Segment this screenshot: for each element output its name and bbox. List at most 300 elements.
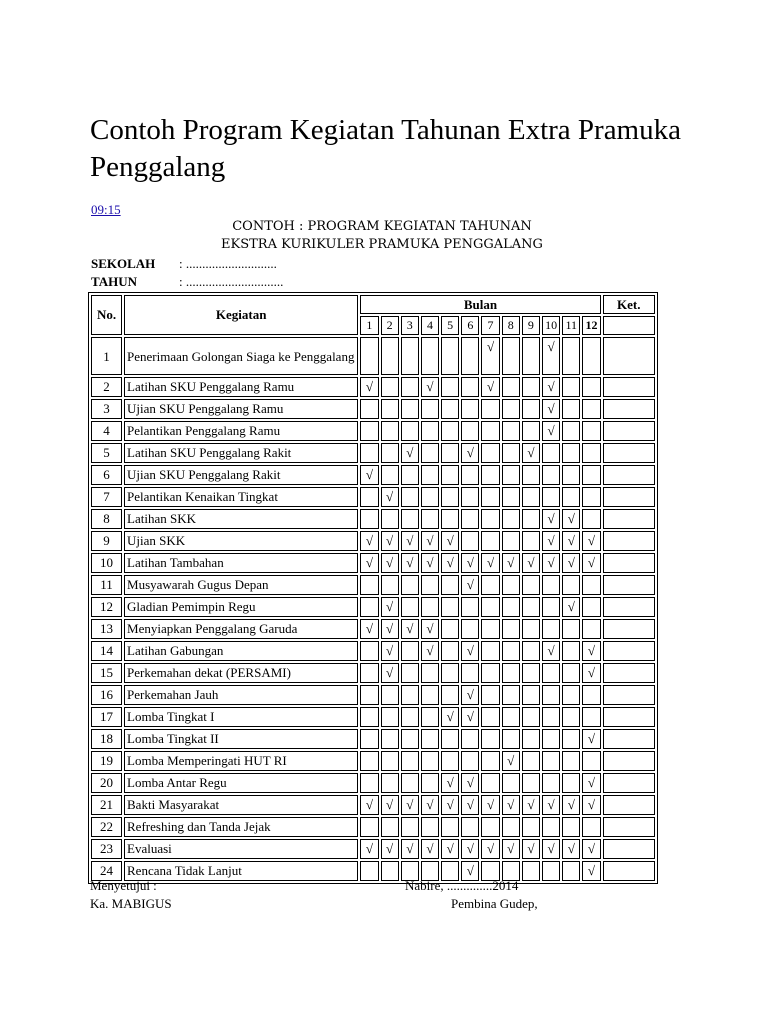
- year-field: [91, 273, 283, 290]
- page-title: Contoh Program Kegiatan Tahunan Extra Pramuka Penggalang: [90, 114, 681, 183]
- row-activity: Latihan SKU Penggalang Ramu: [124, 377, 358, 397]
- month-cell-6: √: [461, 839, 479, 859]
- month-cell-5: [441, 685, 459, 705]
- row-number: 7: [91, 487, 122, 507]
- month-cell-5: [441, 443, 459, 463]
- school-value: : ............................: [179, 256, 277, 271]
- month-cell-9: [522, 729, 540, 749]
- month-cell-11: √: [562, 795, 580, 815]
- month-cell-5: [441, 751, 459, 771]
- month-cell-8: [502, 337, 520, 375]
- month-cell-5: [441, 509, 459, 529]
- month-cell-2: √: [381, 795, 399, 815]
- month-cell-2: [381, 861, 399, 881]
- row-activity: Ujian SKU Penggalang Rakit: [124, 465, 358, 485]
- month-cell-7: [481, 817, 499, 837]
- month-cell-4: √: [421, 531, 439, 551]
- month-cell-5: √: [441, 773, 459, 793]
- month-cell-6: [461, 399, 479, 419]
- table-row: [91, 795, 655, 815]
- table-row: [91, 465, 655, 485]
- month-cell-5: [441, 663, 459, 683]
- month-cell-2: [381, 707, 399, 727]
- month-cell-11: [562, 443, 580, 463]
- place-date: Nabire, ..............2014: [405, 878, 519, 893]
- row-notes: [603, 337, 655, 375]
- month-cell-3: [401, 399, 419, 419]
- month-cell-11: √: [562, 509, 580, 529]
- month-cell-1: [360, 663, 378, 683]
- row-activity: Penerimaan Golongan Siaga ke Penggalang: [124, 337, 358, 375]
- month-cell-8: [502, 487, 520, 507]
- month-cell-1: [360, 443, 378, 463]
- month-cell-2: [381, 575, 399, 595]
- month-cell-1: √: [360, 795, 378, 815]
- month-cell-4: [421, 729, 439, 749]
- month-cell-12: √: [582, 553, 600, 573]
- row-activity: Refreshing dan Tanda Jejak: [124, 817, 358, 837]
- row-notes: [603, 729, 655, 749]
- month-cell-12: [582, 399, 600, 419]
- month-cell-4: √: [421, 795, 439, 815]
- month-cell-2: [381, 751, 399, 771]
- month-header-4: 4: [421, 316, 439, 335]
- row-activity: Rencana Tidak Lanjut: [124, 861, 358, 881]
- month-cell-12: [582, 619, 600, 639]
- row-activity: Latihan Gabungan: [124, 641, 358, 661]
- month-cell-2: [381, 729, 399, 749]
- table-row: [91, 641, 655, 661]
- table-row: [91, 707, 655, 727]
- row-number: 9: [91, 531, 122, 551]
- month-cell-8: [502, 707, 520, 727]
- row-notes: [603, 465, 655, 485]
- left-signatory: Ka. MABIGUS: [90, 896, 172, 911]
- header-no: No.: [91, 295, 122, 335]
- month-cell-10: √: [542, 377, 560, 397]
- month-cell-11: [562, 641, 580, 661]
- month-cell-11: √: [562, 839, 580, 859]
- year-label: TAHUN: [91, 274, 137, 289]
- month-cell-11: [562, 337, 580, 375]
- month-cell-6: [461, 619, 479, 639]
- row-activity: Musyawarah Gugus Depan: [124, 575, 358, 595]
- table-row: [91, 751, 655, 771]
- month-cell-7: √: [481, 795, 499, 815]
- document-heading-line1: CONTOH : PROGRAM KEGIATAN TAHUNAN: [232, 219, 532, 234]
- row-notes: [603, 685, 655, 705]
- month-cell-6: √: [461, 443, 479, 463]
- month-cell-2: [381, 817, 399, 837]
- month-cell-1: [360, 817, 378, 837]
- month-cell-4: [421, 443, 439, 463]
- month-cell-10: √: [542, 509, 560, 529]
- table-row: [91, 839, 655, 859]
- month-cell-12: √: [582, 773, 600, 793]
- month-cell-2: √: [381, 619, 399, 639]
- month-cell-9: [522, 509, 540, 529]
- approval-label: Menyetujui :: [90, 878, 157, 893]
- month-cell-2: [381, 773, 399, 793]
- month-header-10: 10: [542, 316, 560, 335]
- month-cell-7: √: [481, 839, 499, 859]
- row-activity: Ujian SKU Penggalang Ramu: [124, 399, 358, 419]
- month-cell-9: √: [522, 839, 540, 859]
- month-cell-1: [360, 487, 378, 507]
- month-cell-10: [542, 817, 560, 837]
- month-cell-7: [481, 641, 499, 661]
- month-header-11: 11: [562, 316, 580, 335]
- month-cell-12: [582, 751, 600, 771]
- month-cell-8: [502, 619, 520, 639]
- month-cell-10: [542, 663, 560, 683]
- table-row: [91, 487, 655, 507]
- row-number: 3: [91, 399, 122, 419]
- month-cell-3: [401, 751, 419, 771]
- row-notes: [603, 421, 655, 441]
- row-number: 10: [91, 553, 122, 573]
- month-cell-1: [360, 399, 378, 419]
- row-notes: [603, 487, 655, 507]
- month-cell-6: [461, 509, 479, 529]
- month-cell-7: [481, 707, 499, 727]
- month-cell-5: [441, 641, 459, 661]
- month-cell-8: [502, 509, 520, 529]
- month-cell-12: [582, 707, 600, 727]
- month-cell-8: [502, 421, 520, 441]
- month-cell-3: √: [401, 619, 419, 639]
- month-cell-1: [360, 751, 378, 771]
- month-cell-6: [461, 729, 479, 749]
- month-cell-12: √: [582, 861, 600, 881]
- row-activity: Ujian SKK: [124, 531, 358, 551]
- month-cell-12: [582, 377, 600, 397]
- month-cell-12: √: [582, 729, 600, 749]
- month-cell-4: [421, 707, 439, 727]
- month-cell-3: [401, 773, 419, 793]
- month-cell-11: [562, 421, 580, 441]
- header-month-group: Bulan: [360, 295, 600, 314]
- month-cell-4: [421, 575, 439, 595]
- activity-plan-table: [88, 292, 658, 884]
- month-cell-3: [401, 817, 419, 837]
- month-cell-6: √: [461, 575, 479, 595]
- month-cell-5: [441, 575, 459, 595]
- month-cell-8: √: [502, 553, 520, 573]
- school-label: SEKOLAH: [91, 256, 156, 271]
- month-cell-5: [441, 399, 459, 419]
- month-cell-4: [421, 685, 439, 705]
- month-cell-1: √: [360, 531, 378, 551]
- month-cell-2: [381, 337, 399, 375]
- month-cell-6: √: [461, 707, 479, 727]
- row-activity: Latihan Tambahan: [124, 553, 358, 573]
- month-cell-4: √: [421, 553, 439, 573]
- month-cell-1: [360, 575, 378, 595]
- row-notes: [603, 377, 655, 397]
- month-cell-3: [401, 729, 419, 749]
- month-cell-9: [522, 487, 540, 507]
- table-row: [91, 619, 655, 639]
- month-cell-4: [421, 509, 439, 529]
- month-cell-9: √: [522, 443, 540, 463]
- month-cell-9: [522, 773, 540, 793]
- row-activity: Lomba Memperingati HUT RI: [124, 751, 358, 771]
- row-notes: [603, 443, 655, 463]
- table-row: [91, 663, 655, 683]
- month-cell-12: [582, 817, 600, 837]
- row-activity: Evaluasi: [124, 839, 358, 859]
- row-notes: [603, 575, 655, 595]
- table-row: [91, 553, 655, 573]
- month-cell-11: [562, 465, 580, 485]
- month-cell-10: [542, 707, 560, 727]
- month-cell-11: [562, 377, 580, 397]
- month-cell-7: [481, 729, 499, 749]
- month-cell-11: [562, 773, 580, 793]
- month-cell-1: √: [360, 839, 378, 859]
- month-cell-10: [542, 597, 560, 617]
- month-cell-4: [421, 487, 439, 507]
- table-row: [91, 575, 655, 595]
- month-cell-3: [401, 509, 419, 529]
- month-cell-5: [441, 421, 459, 441]
- month-cell-10: √: [542, 839, 560, 859]
- row-notes: [603, 531, 655, 551]
- month-cell-12: √: [582, 839, 600, 859]
- month-cell-6: √: [461, 553, 479, 573]
- month-cell-12: √: [582, 663, 600, 683]
- school-field: [91, 255, 277, 272]
- month-cell-5: √: [441, 707, 459, 727]
- row-number: 22: [91, 817, 122, 837]
- table-row: [91, 729, 655, 749]
- month-cell-11: √: [562, 531, 580, 551]
- year-value: : ..............................: [179, 274, 284, 289]
- month-header-7: 7: [481, 316, 499, 335]
- month-cell-2: [381, 465, 399, 485]
- month-cell-9: [522, 751, 540, 771]
- month-cell-8: √: [502, 751, 520, 771]
- month-cell-6: √: [461, 773, 479, 793]
- month-cell-6: [461, 487, 479, 507]
- month-cell-12: [582, 597, 600, 617]
- month-cell-1: [360, 509, 378, 529]
- month-cell-1: [360, 685, 378, 705]
- month-cell-2: [381, 509, 399, 529]
- month-cell-10: [542, 685, 560, 705]
- month-cell-4: √: [421, 619, 439, 639]
- row-notes: [603, 751, 655, 771]
- month-cell-7: [481, 685, 499, 705]
- month-cell-4: √: [421, 839, 439, 859]
- month-cell-4: [421, 597, 439, 617]
- month-cell-2: √: [381, 597, 399, 617]
- month-cell-12: √: [582, 641, 600, 661]
- month-cell-7: [481, 531, 499, 551]
- month-cell-1: √: [360, 553, 378, 573]
- month-cell-1: [360, 597, 378, 617]
- month-cell-2: √: [381, 641, 399, 661]
- month-cell-9: [522, 619, 540, 639]
- month-cell-8: [502, 531, 520, 551]
- row-number: 12: [91, 597, 122, 617]
- month-cell-1: [360, 641, 378, 661]
- month-cell-12: [582, 337, 600, 375]
- row-activity: Gladian Pemimpin Regu: [124, 597, 358, 617]
- row-number: 19: [91, 751, 122, 771]
- month-cell-5: √: [441, 531, 459, 551]
- month-cell-10: √: [542, 399, 560, 419]
- month-cell-3: [401, 707, 419, 727]
- month-cell-8: √: [502, 839, 520, 859]
- row-notes: [603, 861, 655, 881]
- month-cell-9: [522, 377, 540, 397]
- row-number: 18: [91, 729, 122, 749]
- row-activity: Perkemahan dekat (PERSAMI): [124, 663, 358, 683]
- row-number: 24: [91, 861, 122, 881]
- row-notes: [603, 663, 655, 683]
- table-row: [91, 399, 655, 419]
- month-cell-1: [360, 773, 378, 793]
- row-activity: Lomba Tingkat II: [124, 729, 358, 749]
- month-cell-6: [461, 751, 479, 771]
- table-row: [91, 861, 655, 881]
- month-cell-10: [542, 575, 560, 595]
- table-row: [91, 443, 655, 463]
- month-cell-3: √: [401, 443, 419, 463]
- month-cell-3: [401, 597, 419, 617]
- post-time-link[interactable]: 09:15: [91, 202, 121, 217]
- month-cell-5: √: [441, 795, 459, 815]
- month-cell-5: [441, 729, 459, 749]
- month-cell-9: [522, 861, 540, 881]
- month-cell-6: [461, 337, 479, 375]
- month-cell-6: [461, 663, 479, 683]
- table-row: [91, 685, 655, 705]
- notes-subheader: [603, 316, 655, 335]
- row-number: 4: [91, 421, 122, 441]
- month-cell-10: √: [542, 531, 560, 551]
- row-number: 16: [91, 685, 122, 705]
- month-cell-7: [481, 443, 499, 463]
- month-cell-2: √: [381, 487, 399, 507]
- row-notes: [603, 399, 655, 419]
- month-cell-7: √: [481, 553, 499, 573]
- month-cell-9: [522, 707, 540, 727]
- row-number: 1: [91, 337, 122, 375]
- month-cell-1: [360, 861, 378, 881]
- row-notes: [603, 553, 655, 573]
- month-cell-1: [360, 337, 378, 375]
- month-cell-8: [502, 399, 520, 419]
- row-number: 6: [91, 465, 122, 485]
- month-cell-7: [481, 509, 499, 529]
- month-cell-8: [502, 443, 520, 463]
- month-cell-8: [502, 575, 520, 595]
- month-cell-10: [542, 751, 560, 771]
- month-cell-11: [562, 861, 580, 881]
- row-notes: [603, 597, 655, 617]
- month-cell-4: [421, 421, 439, 441]
- month-cell-9: [522, 663, 540, 683]
- month-cell-4: [421, 751, 439, 771]
- month-cell-10: [542, 773, 560, 793]
- month-cell-12: √: [582, 795, 600, 815]
- month-cell-10: [542, 861, 560, 881]
- month-cell-8: [502, 685, 520, 705]
- month-cell-12: [582, 421, 600, 441]
- month-cell-1: √: [360, 377, 378, 397]
- month-header-2: 2: [381, 316, 399, 335]
- month-cell-10: √: [542, 553, 560, 573]
- month-cell-9: [522, 597, 540, 617]
- month-cell-8: [502, 597, 520, 617]
- month-cell-9: [522, 465, 540, 485]
- row-notes: [603, 839, 655, 859]
- month-cell-7: [481, 751, 499, 771]
- month-cell-3: [401, 641, 419, 661]
- month-cell-4: [421, 337, 439, 375]
- month-cell-11: [562, 817, 580, 837]
- month-cell-3: [401, 487, 419, 507]
- month-header-12: 12: [582, 316, 600, 335]
- month-cell-2: [381, 421, 399, 441]
- month-cell-5: √: [441, 553, 459, 573]
- month-cell-11: [562, 685, 580, 705]
- month-cell-9: [522, 337, 540, 375]
- month-cell-6: [461, 421, 479, 441]
- row-number: 23: [91, 839, 122, 859]
- month-cell-11: √: [562, 597, 580, 617]
- month-cell-4: √: [421, 377, 439, 397]
- table-row: [91, 509, 655, 529]
- month-cell-11: [562, 751, 580, 771]
- month-cell-3: [401, 377, 419, 397]
- month-cell-4: [421, 817, 439, 837]
- month-cell-5: [441, 465, 459, 485]
- month-cell-7: [481, 663, 499, 683]
- month-cell-7: [481, 487, 499, 507]
- month-cell-12: [582, 685, 600, 705]
- month-cell-7: [481, 619, 499, 639]
- month-cell-6: [461, 817, 479, 837]
- month-cell-7: [481, 597, 499, 617]
- row-notes: [603, 509, 655, 529]
- month-cell-8: [502, 641, 520, 661]
- row-number: 20: [91, 773, 122, 793]
- month-cell-2: √: [381, 663, 399, 683]
- month-cell-10: [542, 465, 560, 485]
- row-activity: Latihan SKK: [124, 509, 358, 529]
- month-cell-11: [562, 399, 580, 419]
- month-cell-3: √: [401, 839, 419, 859]
- row-activity: Lomba Tingkat I: [124, 707, 358, 727]
- row-notes: [603, 707, 655, 727]
- month-cell-7: [481, 773, 499, 793]
- row-activity: Pelantikan Kenaikan Tingkat: [124, 487, 358, 507]
- month-cell-1: [360, 707, 378, 727]
- month-cell-6: [461, 597, 479, 617]
- row-activity: Latihan SKU Penggalang Rakit: [124, 443, 358, 463]
- month-cell-8: [502, 773, 520, 793]
- month-cell-10: √: [542, 641, 560, 661]
- month-header-5: 5: [441, 316, 459, 335]
- month-cell-2: √: [381, 531, 399, 551]
- month-cell-5: [441, 337, 459, 375]
- row-activity: Bakti Masyarakat: [124, 795, 358, 815]
- row-number: 2: [91, 377, 122, 397]
